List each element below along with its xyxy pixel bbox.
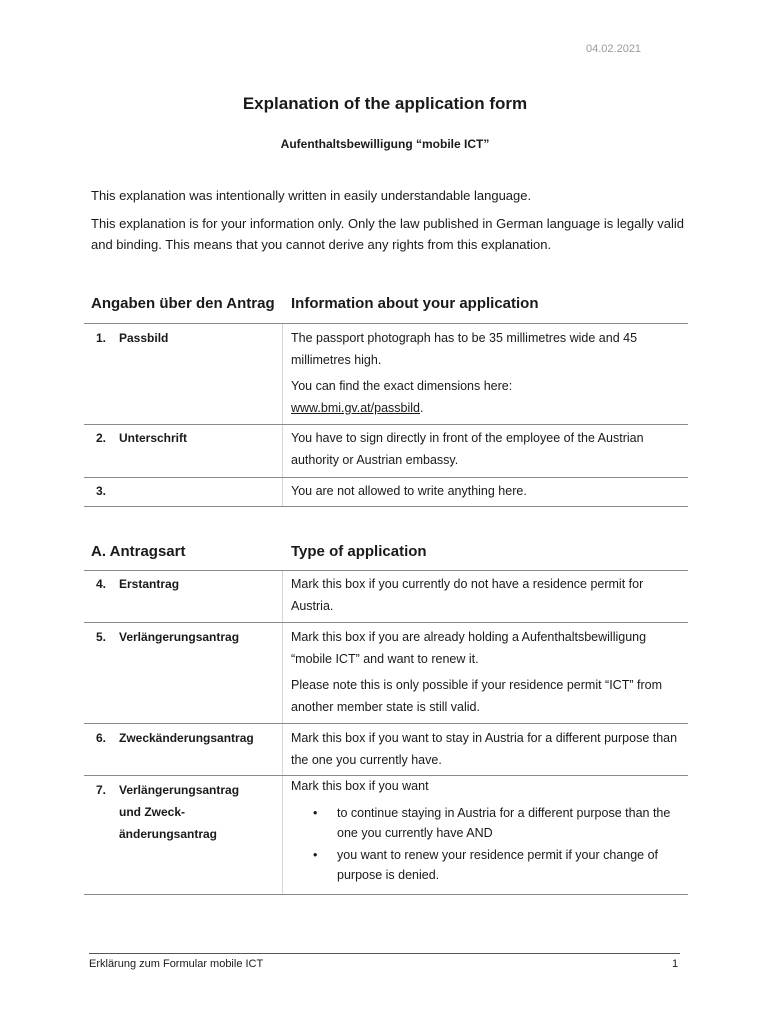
page-title: Explanation of the application form — [242, 94, 528, 113]
row-label: Verlängerungsantrag — [119, 783, 240, 797]
table-row-description — [291, 480, 681, 502]
page-subtitle: Aufenthaltsbewilligung “mobile ICT” — [280, 137, 490, 151]
table-row-description — [291, 573, 681, 617]
bullet-item: • you want to renew your residence permit if your change of purpose is denied. — [291, 845, 681, 885]
table-row-label — [96, 573, 179, 595]
table-row-description — [291, 626, 681, 718]
table-rule — [84, 723, 688, 724]
page-number: 1 — [672, 958, 679, 970]
bullet-list — [291, 803, 681, 885]
footer-title: Erklärung zum Formular mobile ICT — [89, 958, 264, 970]
table-row-description — [291, 775, 681, 885]
row-label: Erstantrag — [119, 577, 180, 591]
row-number: 6. — [96, 731, 107, 745]
row-number: 2. — [96, 431, 107, 445]
row-text: Mark this box if you are already holding a Aufenthaltsbewilligung “mobile ICT” and want to renew it. — [291, 630, 647, 666]
section-header-left: A. Antragsart — [91, 543, 186, 560]
table-row-label — [96, 779, 239, 845]
table-row-description — [291, 727, 681, 771]
table-row-description — [291, 427, 681, 471]
row-label-line-3: änderungsantrag — [119, 827, 218, 841]
table-rule — [84, 894, 688, 895]
column-divider — [282, 324, 283, 506]
column-divider — [282, 571, 283, 894]
table-rule — [84, 477, 688, 478]
row-number: 5. — [96, 630, 107, 644]
passbild-link[interactable]: www.bmi.gv.at/passbild — [291, 401, 420, 415]
table-row-label — [96, 480, 119, 502]
row-label-line-2: und Zweck- — [119, 805, 186, 819]
row-text: Mark this box if you currently do not have a residence permit for Austria. — [291, 577, 644, 613]
row-text-2: Please note this is only possible if your residence permit “ICT” from another member state is still valid. — [291, 678, 662, 714]
table-row-label — [96, 727, 254, 749]
row-number: 1. — [96, 331, 107, 345]
row-text-2 — [291, 375, 681, 419]
row-number: 3. — [96, 484, 107, 498]
row-label: Verlängerungsantrag — [119, 630, 240, 644]
intro-paragraph-1: This explanation was intentionally written in easily understandable language. — [91, 188, 532, 203]
section-header-right: Type of application — [291, 543, 427, 560]
row-number: 7. — [96, 783, 107, 797]
row-text: You are not allowed to write anything here. — [291, 484, 527, 498]
table-row-description — [291, 327, 681, 419]
row-text: You have to sign directly in front of the employee of the Austrian authority or Austrian embassy. — [291, 431, 644, 467]
section-header-left: Angaben über den Antrag — [91, 295, 275, 312]
table-rule — [84, 622, 688, 623]
link-period: . — [420, 401, 424, 415]
table-rule — [84, 323, 688, 324]
row-label: Zweckänderungsantrag — [119, 731, 254, 745]
row-text: Mark this box if you want to stay in Austria for a different purpose than the one you currently have. — [291, 731, 678, 767]
table-rule — [84, 506, 688, 507]
section-header-right: Information about your application — [291, 295, 539, 312]
footer-rule — [89, 953, 680, 954]
row-label: Passbild — [119, 331, 169, 345]
bullet-item: • to continue staying in Austria for a different purpose than the one you currently have AND — [291, 803, 681, 843]
document-date: 04.02.2021 — [586, 43, 642, 55]
table-rule — [84, 424, 688, 425]
table-row-label — [96, 327, 168, 349]
row-text: Mark this box if you want — [291, 779, 429, 793]
row-text-label: You can find the exact dimensions here: — [291, 379, 513, 393]
table-rule — [84, 570, 688, 571]
row-label: Unterschrift — [119, 431, 188, 445]
row-text: The passport photograph has to be 35 millimetres wide and 45 millimetres high. — [291, 331, 638, 367]
row-number: 4. — [96, 577, 107, 591]
table-row-label — [96, 626, 239, 648]
table-row-label — [96, 427, 187, 449]
intro-paragraph-2: This explanation is for your information only. Only the law published in German language is legally valid and binding. This means that you cannot derive any rights from this explanation. — [91, 216, 685, 252]
